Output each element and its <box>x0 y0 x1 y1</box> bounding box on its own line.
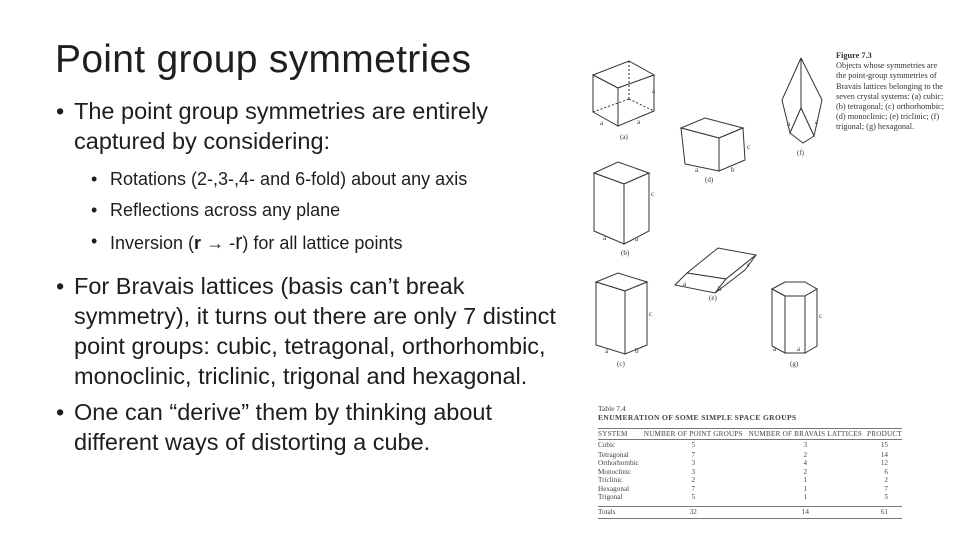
table-cell: 2 <box>691 476 696 485</box>
edge-label: c <box>651 190 655 198</box>
table-row <box>598 493 902 506</box>
tetragonal-shape <box>594 162 654 257</box>
sub-bullet-list <box>56 164 576 259</box>
figure-label-d: (d) <box>705 176 714 184</box>
space-groups-table <box>598 404 902 530</box>
table-cell: 12 <box>880 459 888 468</box>
trigonal-shape <box>782 58 822 157</box>
table-cell: 14 <box>746 507 866 519</box>
table-cell: 4 <box>803 459 808 468</box>
table-cell: 2 <box>803 467 808 476</box>
table-cell: Trigonal <box>598 493 623 502</box>
figure-label-g: (g) <box>790 360 799 368</box>
figure-label-f: (f) <box>797 149 804 157</box>
table-cell: 3 <box>691 459 696 468</box>
table-header-row <box>598 429 902 440</box>
figure-caption <box>836 51 948 133</box>
monoclinic-shape <box>681 118 750 184</box>
table-cell: Cubic <box>598 440 616 449</box>
edge-label: b <box>731 166 735 174</box>
vector-r: r <box>194 233 202 253</box>
table-title: ENUMERATION OF SOME SIMPLE SPACE GROUPS <box>598 413 797 422</box>
inversion-text-pre: Inversion ( <box>110 233 195 253</box>
edge-label: a <box>797 345 801 353</box>
figure-caption-text: Objects whose symmetries are the point-group symmetries of Bravais lattices belonging to the seven crystal systems: (a) cubic; (b) tetragonal; (c) orthorhombic; (d) monoclinic; (e) triclinic; (f) trigonal; (g) hexagonal. <box>836 61 945 132</box>
table-cell: 1 <box>803 476 808 485</box>
table-cell: 14 <box>880 450 888 459</box>
table-row <box>598 451 902 460</box>
table-cell: 15 <box>880 440 888 449</box>
figure-label-a: (a) <box>620 133 628 141</box>
table-row <box>598 468 902 477</box>
table-cell: 7 <box>691 484 696 493</box>
table-cell: 7 <box>884 484 888 493</box>
table-cell: 61 <box>865 507 902 519</box>
column-header: NUMBER OF POINT GROUPS <box>641 429 746 440</box>
column-header: PRODUCT <box>867 430 902 438</box>
vector-r-neg: r <box>235 229 243 254</box>
bullet-item: • The point group symmetries are entirely captured by considering: <box>56 96 576 156</box>
table-cell: 3 <box>691 467 696 476</box>
bullet-list <box>56 96 576 463</box>
table-cell: 3 <box>803 440 808 449</box>
edge-label: a <box>600 119 604 127</box>
edge-label: c <box>819 312 823 320</box>
sub-bullet-item: • Rotations (2-,3-,4- and 6-fold) about any axis <box>56 164 576 195</box>
table-cell: 7 <box>691 450 696 459</box>
table-cell: 6 <box>884 467 888 476</box>
cubic-shape <box>593 61 656 141</box>
figure-label-e: (e) <box>709 294 717 302</box>
figure-label-c: (c) <box>617 360 625 368</box>
sub-bullet-item: • Reflections across any plane <box>56 195 576 226</box>
table-cell: 2 <box>803 450 808 459</box>
edge-label: a <box>635 235 639 243</box>
edge-label: c <box>649 310 653 318</box>
table-row <box>598 476 902 485</box>
table-cell: Monoclinic <box>598 467 632 476</box>
edge-label: a <box>637 118 641 126</box>
column-header: NUMBER OF BRAVAIS LATTICES <box>746 429 866 440</box>
table-cell: 2 <box>884 476 888 485</box>
table-cell: 5 <box>884 493 888 502</box>
triclinic-shape <box>675 248 756 302</box>
table-cell: 5 <box>691 493 696 502</box>
figure-caption-title: Figure 7.3 <box>836 51 872 60</box>
table-row <box>598 440 902 451</box>
table-row <box>598 459 902 468</box>
table-cell: 32 <box>641 507 746 519</box>
edge-label: c <box>747 261 751 269</box>
hexagonal-shape <box>772 282 822 368</box>
table-cell: Tetragonal <box>598 450 629 459</box>
table-totals-row <box>598 507 902 519</box>
edge-label: a <box>605 347 609 355</box>
edge-label: a <box>695 166 699 174</box>
edge-label: a <box>683 280 687 288</box>
table-cell: 1 <box>803 493 808 502</box>
orthorhombic-shape <box>596 273 652 368</box>
bullet-item: • One can “derive” them by thinking about different ways of distorting a cube. <box>56 397 576 457</box>
column-header: SYSTEM <box>598 429 641 440</box>
table-label: Table 7.4 <box>598 404 626 413</box>
table-row <box>598 485 902 494</box>
inversion-text-post: ) for all lattice points <box>242 233 403 253</box>
slide-title: Point group symmetries <box>55 38 472 81</box>
edge-label: b <box>718 285 722 293</box>
table-cell: 1 <box>803 484 808 493</box>
table-cell: 5 <box>691 440 696 449</box>
table-cell: Hexagonal <box>598 484 630 493</box>
edge-label: a <box>815 118 819 126</box>
figure-label-b: (b) <box>621 249 630 257</box>
edge-label: a <box>652 87 656 95</box>
arrow-text: → - <box>201 233 236 253</box>
edge-label: a <box>603 234 607 242</box>
edge-label: b <box>635 347 639 355</box>
sub-bullet-item <box>56 226 576 259</box>
data-table <box>598 428 902 519</box>
table-cell: Orthorhombic <box>598 459 639 468</box>
edge-label: a <box>773 345 777 353</box>
edge-label: a <box>787 120 791 128</box>
table-cell: Totals <box>598 507 641 519</box>
bullet-item: • For Bravais lattices (basis can’t break symmetry), it turns out there are only 7 distinct point groups: cubic, tetragonal, orthorhombic, monoclinic, triclinic, trigonal and hexagonal. <box>56 271 576 391</box>
edge-label: c <box>747 143 751 151</box>
table-cell: Triclinic <box>598 476 623 485</box>
